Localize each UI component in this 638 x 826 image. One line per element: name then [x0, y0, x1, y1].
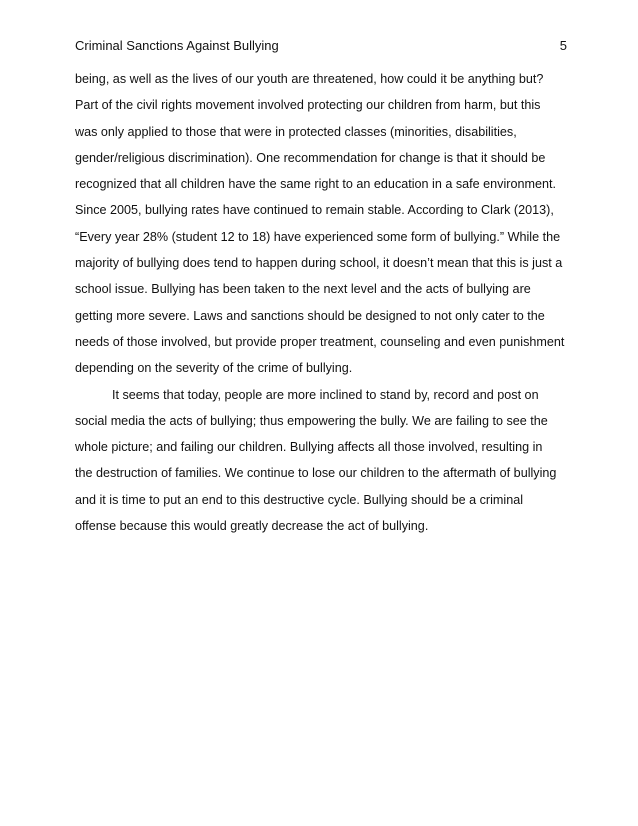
page-number: 5 — [559, 38, 567, 53]
paragraph-1 — [75, 70, 575, 386]
text-line: was only applied to those that were in protected classes (minorities, disabilities, — [75, 124, 517, 139]
text-line: whole picture; and failing our children. Bullying affects all those involved, resulting in — [75, 440, 543, 455]
text-line: It seems that today, people are more inclined to stand by, record and post on — [112, 387, 539, 402]
text-line: the destruction of families. We continue to lose our children to the aftermath of bullying — [75, 466, 557, 481]
text-line: social media the acts of bullying; thus empowering the bully. We are failing to see the — [75, 413, 548, 428]
text-line: offense because this would greatly decrease the act of bullying. — [75, 519, 429, 534]
text-line: school issue. Bullying has been taken to the next level and the acts of bullying are — [75, 282, 531, 297]
text-line: Since 2005, bullying rates have continued to remain stable. According to Clark (2013), — [75, 203, 554, 218]
text-line: recognized that all children have the same right to an education in a safe environment. — [75, 177, 556, 192]
page-header — [75, 37, 567, 55]
paragraph-2 — [75, 386, 575, 544]
body-text — [75, 70, 575, 543]
text-line: depending on the severity of the crime of bullying. — [75, 361, 353, 376]
text-line: gender/religious discrimination). One recommendation for change is that it should be — [75, 150, 546, 165]
text-line: Part of the civil rights movement involved protecting our children from harm, but this — [75, 98, 541, 113]
text-line: “Every year 28% (student 12 to 18) have experienced some form of bullying.” While the — [75, 229, 561, 244]
text-line: and it is time to put an end to this destructive cycle. Bullying should be a criminal — [75, 492, 524, 507]
text-line: needs of those involved, but provide proper treatment, counseling and even punishment — [75, 334, 565, 349]
text-line: getting more severe. Laws and sanctions should be designed to not only cater to the — [75, 308, 545, 323]
text-line: majority of bullying does tend to happen during school, it doesn’t mean that this is just a — [75, 256, 563, 271]
text-line: being, as well as the lives of our youth are threatened, how could it be anything but? — [75, 72, 544, 86]
running-head: Criminal Sanctions Against Bullying — [75, 38, 279, 53]
